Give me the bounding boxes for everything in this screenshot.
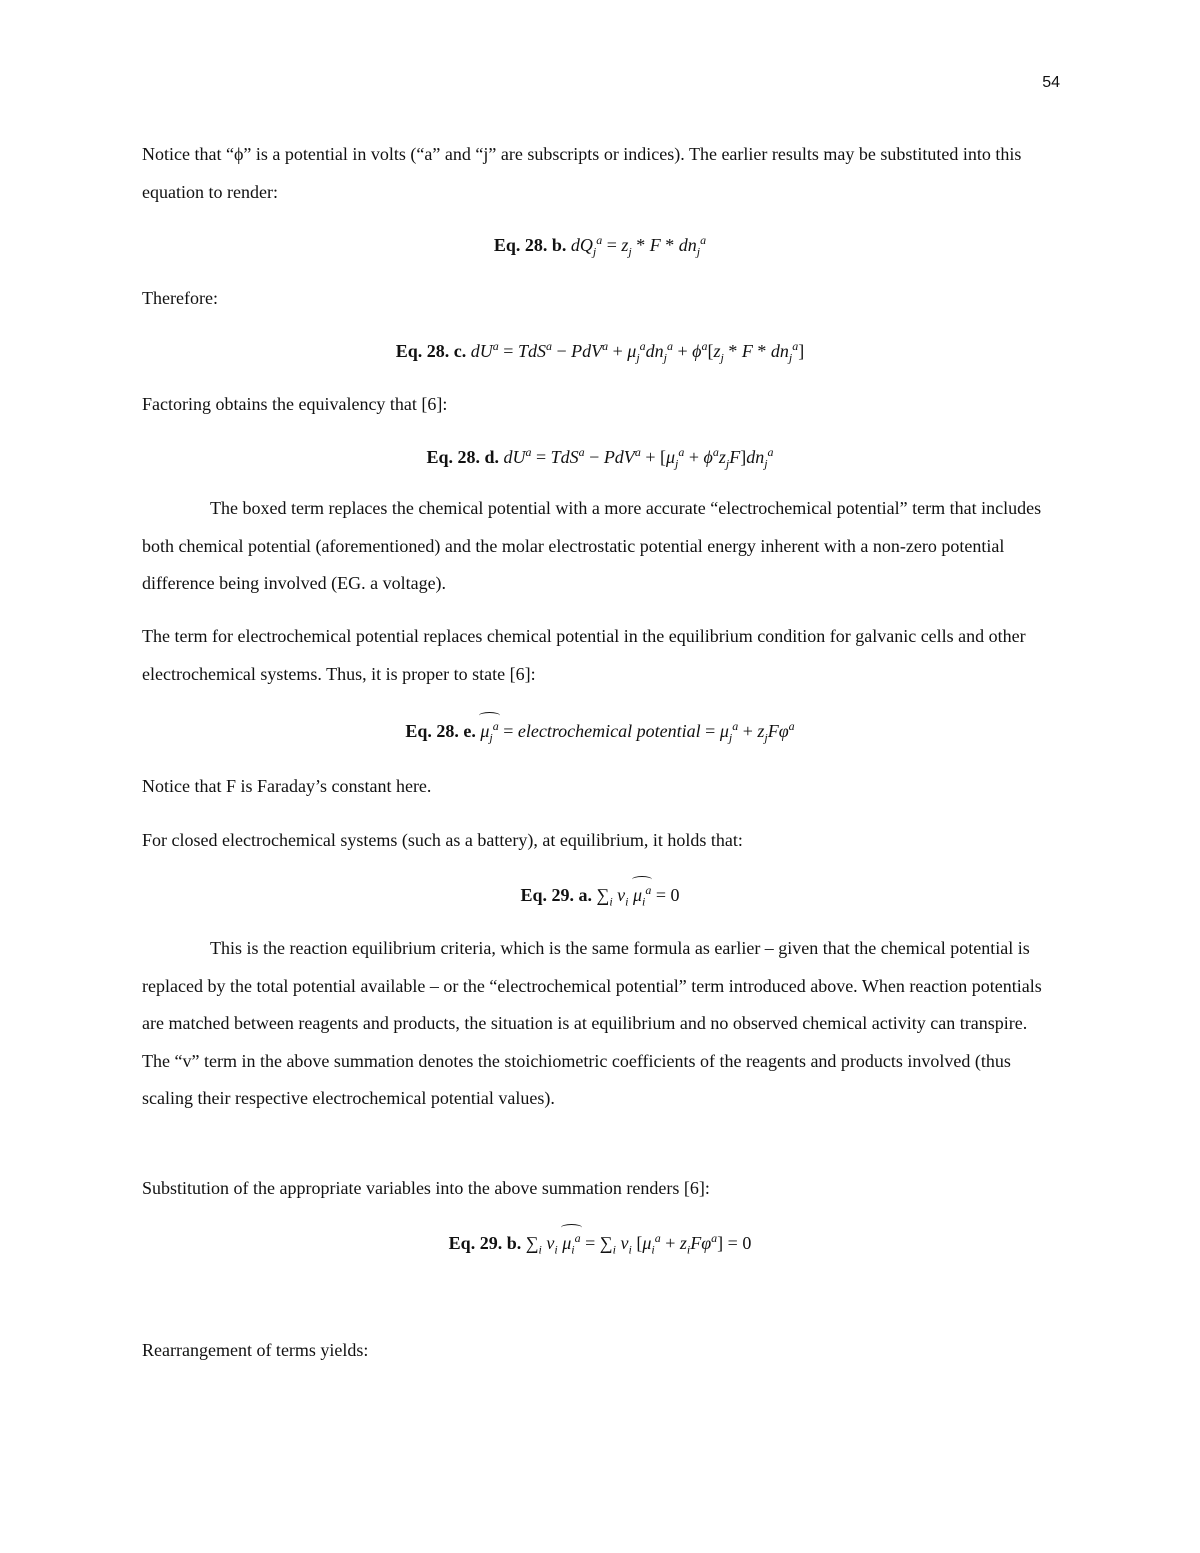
equation-label: Eq. 28. b.: [493, 235, 567, 255]
paragraph-factoring: Factoring obtains the equivalency that [6]:: [142, 394, 448, 414]
paragraph-substitution: Substitution of the appropriate variables into the above summation renders [6]:: [142, 1178, 710, 1198]
paragraph-rearrangement: Rearrangement of terms yields:: [142, 1340, 369, 1360]
equation-29a: Eq. 29. a. $\sum_i$ $v_i$ $\mu_i^a = 0$: [142, 880, 1058, 910]
equation-28b: Eq. 28. b. $dQ_j^a = z_j * F * dn_j^a$: [493, 233, 707, 259]
paragraph-intro: Notice that “ϕ” is a potential in volts (“a” and “j” are subscripts or indices). The earlier results may be substituted into this equation to render:: [142, 144, 1022, 202]
equation-label: Eq. 28. c.: [395, 341, 467, 361]
paragraph-closed-systems: For closed electrochemical systems (such as a battery), at equilibrium, it holds that:: [142, 830, 743, 850]
equation-label: Eq. 29. b.: [448, 1233, 522, 1253]
equation-text: electrochemical potential: [517, 721, 701, 741]
equation-28e: Eq. 28. e. $\mu_j^a$ = electrochemical potential = $\mu_j^a + z_jF\varphi^a$: [142, 716, 1058, 746]
equation-label: Eq. 28. e.: [405, 721, 476, 741]
equation-29b: Eq. 29. b. $\sum_i$ $v_i$ $\mu_i^a = \sum_i$ $v_i$ $[\mu_i^a + z_iF\varphi^a] = 0$: [142, 1228, 1058, 1258]
paragraph-therefore: Therefore:: [142, 288, 218, 308]
paragraph-boxed-term: The boxed term replaces the chemical potential with a more accurate “electrochemical potential” term that includes both chemical potential (aforementioned) and the molar electrostatic potential energy inherent with a non-zero potential difference being involved (EG. a voltage).: [142, 498, 1042, 593]
equation-label: Eq. 28. d.: [426, 447, 499, 467]
paragraph-equilibrium-criteria: This is the reaction equilibrium criteria, which is the same formula as earlier – given that the chemical potential is replaced by the total potential available – or the “electrochemical potential” term introduced above. When reaction potentials are matched between reagents and products, the situation is at equilibrium and no observed chemical activity can transpire. The “v” term in the above summation denotes the stoichiometric coefficients of the reagents and products involved (thus scaling their respective electrochemical potential values).: [142, 938, 1042, 1108]
equation-28d: Eq. 28. d. $dU^a = TdS^a - PdV^a + [\mu_j^a + \phi^az_jF]dn_j^a$: [426, 445, 774, 471]
page-number: 54: [1042, 74, 1060, 91]
equation-28c: Eq. 28. c. $dU^a = TdS^a - PdV^a + \mu_j^adn_j^a + \phi^a[z_j * F * dn_j^a]$: [395, 339, 805, 365]
equation-label: Eq. 29. a.: [520, 885, 592, 905]
paragraph-electrochemical: The term for electrochemical potential replaces chemical potential in the equilibrium condition for galvanic cells and other electrochemical systems. Thus, it is proper to state [6]:: [142, 626, 1026, 684]
paragraph-faraday: Notice that F is Faraday’s constant here.: [142, 776, 432, 796]
